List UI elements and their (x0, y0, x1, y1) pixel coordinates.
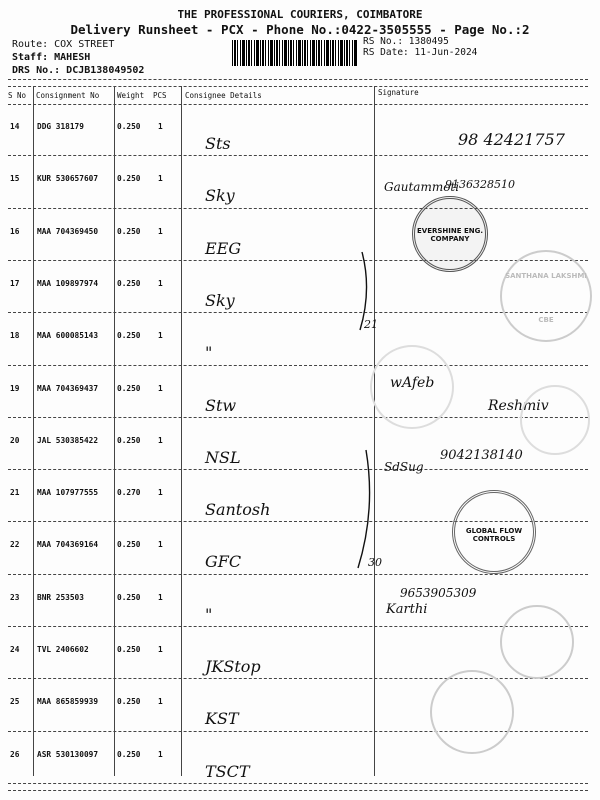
stamp-text-evershine: EVERSHINE ENG. COMPANY (417, 227, 483, 243)
faint-stamp-25 (500, 605, 574, 679)
row-pcs: 1 (158, 749, 163, 759)
row-signature-handwriting: 9042138140 (440, 448, 523, 463)
row-consignee-handwriting: JKStop (205, 657, 261, 676)
row-divider (8, 312, 588, 313)
col-line-1 (33, 86, 34, 776)
row-consignee-handwriting: GFC (205, 552, 242, 572)
row-divider (8, 469, 588, 470)
col-header-signature: Signature (378, 88, 419, 97)
row-consignee-handwriting: Sky (205, 290, 235, 310)
faint-stamp-20 (520, 385, 590, 455)
header-bottom-divider (8, 104, 588, 105)
row-signature-handwriting: Reshmiv (488, 398, 549, 414)
row-divider (8, 155, 588, 156)
row-consignment-no: MAA 107977555 (37, 488, 99, 498)
row-consignment-no: BNR 253503 (37, 592, 84, 602)
row-consignee-handwriting: " (205, 343, 213, 363)
row-weight: 0.250 (117, 435, 141, 445)
row-divider (8, 365, 588, 366)
row-consignment-no: MAA 704369437 (37, 383, 99, 393)
row-divider (8, 678, 588, 679)
row-sno: 15 (10, 174, 20, 184)
row-consignment-no: MAA 704369450 (37, 226, 99, 236)
runsheet-meta-left (12, 38, 144, 77)
row-pcs: 1 (158, 540, 163, 550)
col-line-2 (114, 86, 115, 776)
row-weight: 0.250 (117, 174, 141, 184)
row-sno: 22 (10, 540, 20, 550)
row-sno: 18 (10, 331, 20, 341)
row-divider (8, 260, 588, 261)
row-consignment-no: TVL 2406602 (37, 645, 89, 654)
row-consignee-handwriting: NSL (205, 447, 241, 467)
runsheet-meta-right (363, 36, 477, 58)
row-weight: 0.250 (117, 592, 141, 602)
company-title: THE PROFESSIONAL COURIERS, COIMBATORE (177, 8, 423, 21)
rs-no-text: RS No.: 1380495 (363, 36, 449, 47)
col-header-weight: Weight (117, 91, 145, 100)
handwritten-signature-19: wAfeb (390, 375, 435, 391)
row-divider (8, 208, 588, 209)
row-pcs: 1 (158, 331, 163, 341)
row-consignee-handwriting: Sky (205, 186, 235, 206)
row-pcs: 1 (158, 278, 163, 288)
rs-date-text: RS Date: 11-Jun-2024 (363, 47, 478, 58)
row-consignee-handwriting: Santosh (205, 500, 271, 520)
row-weight: 0.250 (117, 697, 141, 707)
row-weight: 0.250 (117, 331, 141, 341)
stamp-text-santhana: SANTHANA LAKSHMI (505, 272, 587, 280)
santhana-lakshmi-stamp (500, 250, 592, 342)
row-pcs: 1 (158, 435, 163, 445)
header-top-divider (8, 79, 588, 80)
row-sno: 19 (10, 383, 20, 393)
row-consignee-handwriting: Stw (205, 395, 237, 415)
col-header-consignee: Consignee Details (185, 91, 262, 100)
barcode-image (232, 40, 358, 66)
row-pcs: 1 (158, 122, 163, 131)
row-consignee-handwriting: EEG (205, 238, 242, 258)
row-pcs: 1 (158, 383, 163, 393)
footer-divider (8, 790, 588, 791)
row-sno: 25 (10, 697, 20, 707)
col-header-sno: S No (8, 91, 27, 100)
drs-text: DRS No.: DCJB138049502 (12, 65, 145, 76)
row-weight: 0.250 (117, 383, 141, 393)
row-consignment-no: MAA 109897974 (37, 278, 99, 288)
row-pcs: 1 (158, 592, 163, 602)
row-weight: 0.250 (117, 749, 141, 759)
row-pcs: 1 (158, 226, 163, 236)
row-sno: 14 (10, 122, 20, 131)
evershine-company-stamp (412, 196, 488, 272)
row-consignee-handwriting: KST (205, 709, 239, 729)
row-sno: 23 (10, 592, 20, 602)
handwritten-signature-15b: Gautammoti (384, 180, 460, 194)
handwritten-bracket-21: 21 (364, 318, 378, 331)
row-consignment-no: MAA 865859939 (37, 697, 99, 707)
global-flow-controls-stamp (452, 490, 536, 574)
row-consignee-handwriting: " (205, 604, 213, 624)
row-divider (8, 783, 588, 784)
row-weight: 0.250 (117, 278, 141, 288)
handwritten-signature-21b: SdSug (384, 460, 424, 474)
row-consignment-no: KUR 530657607 (37, 174, 99, 184)
header-top-divider-2 (8, 86, 588, 87)
row-divider (8, 626, 588, 627)
row-consignment-no: JAL 530385422 (37, 435, 99, 445)
row-pcs: 1 (158, 645, 163, 654)
col-header-pcs: PCS (153, 91, 167, 100)
row-divider (8, 574, 588, 575)
row-sno: 16 (10, 226, 20, 236)
row-consignee-handwriting: Sts (205, 134, 231, 153)
staff-text: Staff: MAHESH (12, 52, 91, 63)
stamp-text-cbe: CBE (538, 316, 554, 324)
row-signature-handwriting: 9136328510 (445, 178, 515, 191)
row-signature-handwriting: 9653905309 (400, 586, 477, 600)
handwritten-bracket-30: 30 (368, 556, 382, 569)
row-pcs: 1 (158, 697, 163, 707)
row-consignment-no: ASR 530130097 (37, 749, 99, 759)
faint-stamp-26 (430, 670, 514, 754)
route-text: Route: COX STREET (12, 39, 115, 50)
row-weight: 0.250 (117, 122, 141, 131)
row-sno: 26 (10, 749, 20, 759)
row-consignment-no: MAA 704369164 (37, 540, 99, 550)
col-line-3 (181, 86, 182, 776)
stamp-text-global-flow: GLOBAL FLOW CONTROLS (465, 527, 523, 543)
row-sno: 24 (10, 645, 20, 654)
row-consignment-no: MAA 600085143 (37, 331, 99, 341)
col-header-consignment: Consignment No (36, 91, 100, 100)
row-weight: 0.250 (117, 226, 141, 236)
handwritten-brackets (340, 250, 380, 590)
row-pcs: 1 (158, 174, 163, 184)
row-weight: 0.250 (117, 645, 141, 654)
row-sno: 20 (10, 435, 20, 445)
row-sno: 21 (10, 488, 20, 498)
row-consignee-handwriting: TSCT (205, 761, 250, 781)
row-signature-handwriting: Karthi (386, 602, 428, 617)
row-weight: 0.270 (117, 488, 141, 498)
row-consignment-no: DDG 318179 (37, 122, 84, 131)
row-divider (8, 417, 588, 418)
row-weight: 0.250 (117, 540, 141, 550)
runsheet-subtitle: Delivery Runsheet - PCX - Phone No.:0422-3505555 - Page No.:2 (70, 22, 530, 37)
row-sno: 17 (10, 278, 20, 288)
row-pcs: 1 (158, 488, 163, 498)
row-signature-handwriting: 98 42421757 (458, 130, 565, 149)
